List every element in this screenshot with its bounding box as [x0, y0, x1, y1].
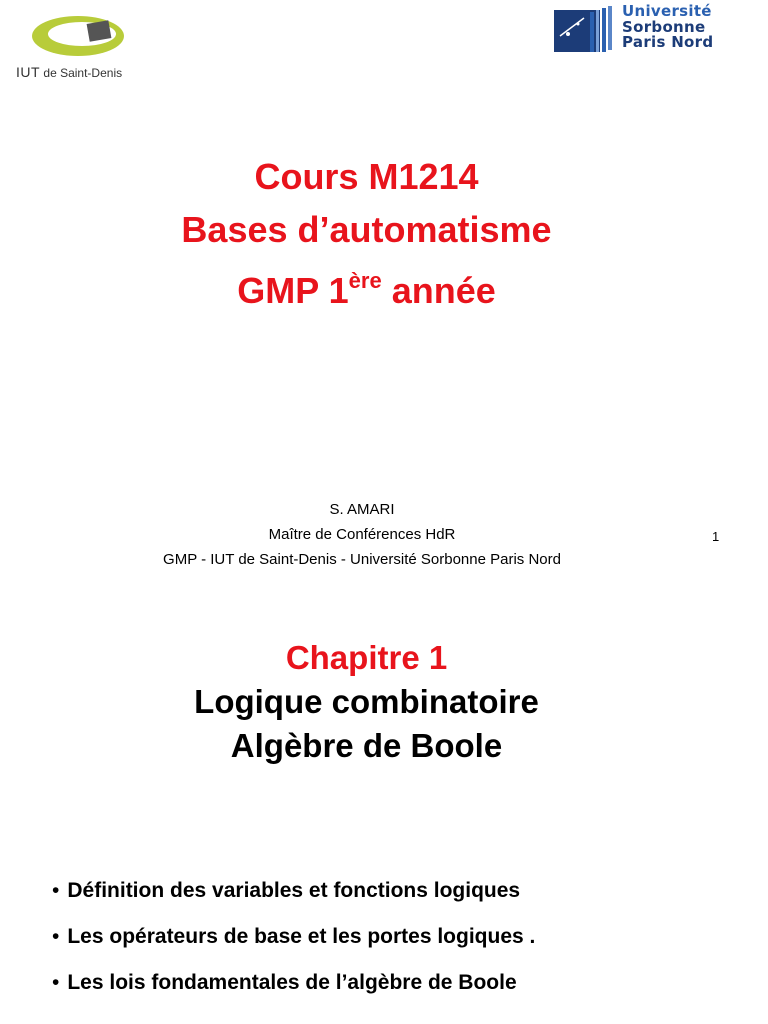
university-emblem-icon	[554, 6, 616, 54]
iut-logo	[12, 12, 142, 84]
university-logo	[554, 4, 734, 58]
author-role: Maître de Conférences HdR	[268, 526, 456, 543]
author-info	[0, 497, 724, 572]
page-number: 1	[712, 529, 720, 544]
chapter-subtitle-1: Logique combinatoire	[194, 683, 539, 720]
chapter-heading	[0, 636, 733, 768]
chapter-subtitle-2: Algèbre de Boole	[230, 727, 503, 764]
university-name	[622, 4, 713, 51]
course-title-line1: Cours M1214	[254, 156, 479, 197]
university-line2: Sorbonne	[622, 17, 706, 36]
chapter-label: Chapitre 1	[285, 639, 448, 676]
course-title-line3: GMP 1ère année	[237, 268, 496, 311]
university-line1: Université	[622, 2, 712, 20]
iut-emblem-icon	[26, 12, 136, 62]
bullet-list	[52, 868, 535, 1006]
author-affiliation: GMP - IUT de Saint-Denis - Université Sorbonne Paris Nord	[163, 551, 561, 568]
course-title-line2: Bases d’automatisme	[181, 209, 552, 250]
bullet-item: • Les opérateurs de base et les portes logiques .	[52, 914, 535, 960]
course-title	[0, 150, 733, 317]
bullet-item: • Définition des variables et fonctions logiques	[52, 868, 535, 914]
university-line3: Paris Nord	[622, 33, 714, 51]
author-name: S. AMARI	[329, 501, 395, 518]
iut-logo-text: IUT de Saint-Denis	[16, 64, 123, 80]
bullet-item: • Les lois fondamentales de l’algèbre de Boole	[52, 960, 535, 1006]
